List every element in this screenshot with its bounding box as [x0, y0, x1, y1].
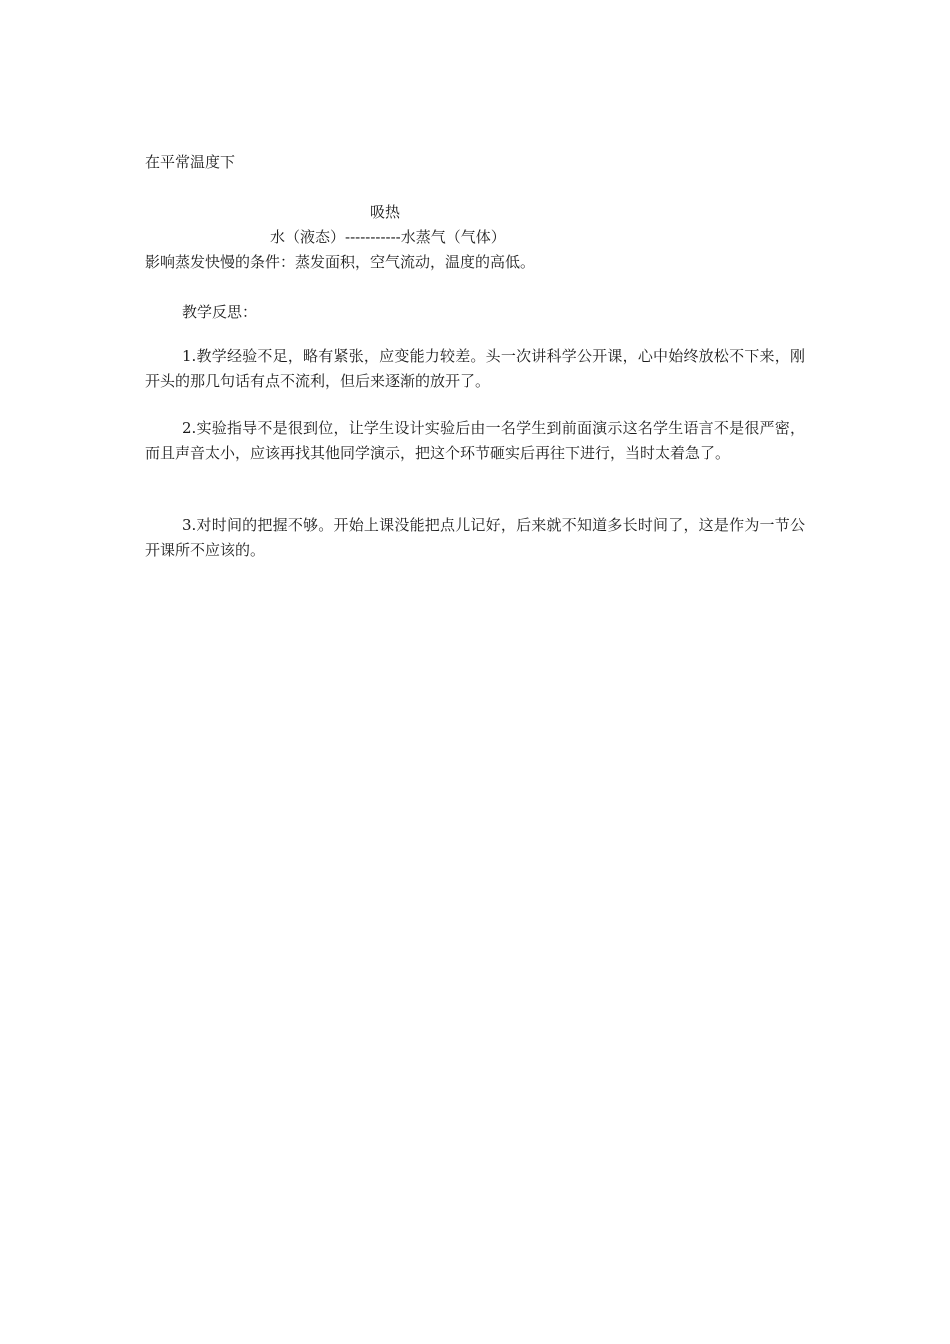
reflection-paragraph-1: 1.教学经验不足，略有紧张，应变能力较差。头一次讲科学公开课，心中始终放松不下来，刚开头的那几句话有点不流利，但后来逐渐的放开了。 [145, 347, 805, 390]
evaporation-equation: 水（液态）-----------水蒸气（气体） [270, 228, 506, 246]
reflection-paragraph-3: 3.对时间的把握不够。开始上课没能把点儿记好，后来就不知道多长时间了，这是作为一节公开课所不应该的。 [145, 516, 805, 559]
reflection-paragraph-2: 2.实验指导不是很到位，让学生设计实验后由一名学生到前面演示这名学生语言不是很严密，而且声音太小，应该再找其他同学演示，把这个环节砸实后再往下进行，当时太着急了。 [145, 419, 805, 462]
reflection-title: 教学反思： [182, 303, 258, 321]
intro-text: 在平常温度下 [145, 153, 236, 171]
arrow-label: 吸热 [370, 203, 401, 221]
evaporation-factors: 影响蒸发快慢的条件：蒸发面积，空气流动，温度的高低。 [145, 253, 536, 271]
